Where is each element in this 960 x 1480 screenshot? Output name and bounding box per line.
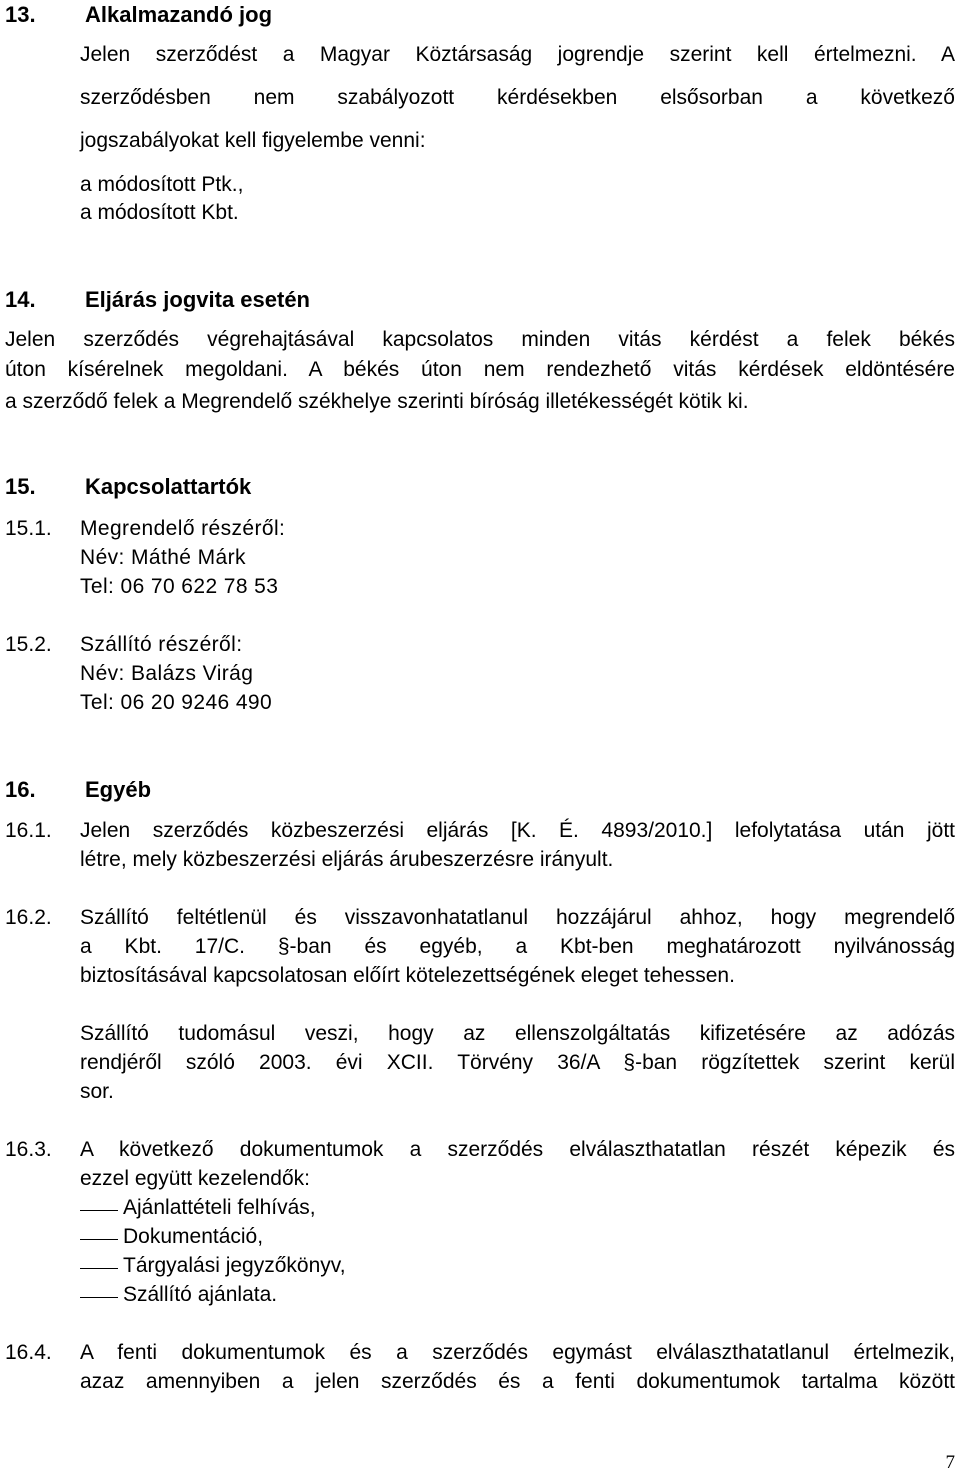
paragraph-line: jogszabályokat kell figyelembe venni:: [80, 129, 426, 152]
document-list-item: [0, 1280, 900, 1309]
section-title: Eljárás jogvita esetén: [85, 287, 310, 312]
subsection-number: 16.3.: [5, 1138, 52, 1161]
paragraph-line: a szerződő felek a Megrendelő székhelye szerinti bíróság illetékességét kötik ki.: [5, 390, 749, 413]
list-item-text: Dokumentáció,: [123, 1225, 264, 1248]
section-title: Alkalmazandó jog: [85, 2, 273, 27]
paragraph-line: Szállító feltétlenül és visszavonhatatlanul hozzájárul ahhoz, hogy megrendelő: [80, 906, 955, 929]
document-list-item: [0, 1193, 900, 1222]
paragraph-line: a Kbt. 17/C. §-ban és egyéb, a Kbt-ben meghatározott nyilvánosság: [80, 935, 955, 958]
subsection-number: 16.4.: [5, 1341, 52, 1364]
paragraph-line: A következő dokumentumok a szerződés elválaszthatatlan részét képezik és: [80, 1138, 955, 1161]
section-16-heading: [5, 775, 905, 804]
subsection-number: 16.2.: [5, 906, 52, 929]
section-15-heading: [5, 472, 905, 501]
contact-name: Név: Máthé Márk: [80, 546, 246, 569]
dash-bullet-icon: [80, 1268, 118, 1269]
subsection-number: 15.1.: [5, 517, 52, 540]
paragraph-line: létre, mely közbeszerzési eljárás árubeszerzésre irányult.: [80, 848, 614, 871]
section-title: Kapcsolattartók: [85, 474, 252, 499]
section-14-heading: [5, 285, 905, 314]
paragraph-line: szerződésben nem szabályozott kérdésekben elsősorban a következő: [80, 86, 955, 109]
section-title: Egyéb: [85, 777, 152, 802]
paragraph-line: sor.: [80, 1080, 114, 1103]
subsection-number: 16.1.: [5, 819, 52, 842]
paragraph-line: úton kísérelnek megoldani. A békés úton nem rendezhető vitás kérdések eldöntésére: [5, 358, 955, 381]
paragraph-line: azaz amennyiben a jelen szerződés és a fenti dokumentumok tartalma között: [80, 1370, 955, 1393]
paragraph-line: Jelen szerződés végrehajtásával kapcsolatos minden vitás kérdést a felek békés: [5, 328, 955, 351]
contact-phone: Tel: 06 20 9246 490: [80, 691, 273, 714]
dash-bullet-icon: [80, 1239, 118, 1240]
paragraph-line: ezzel együtt kezelendők:: [80, 1167, 310, 1190]
section-number: 16.: [5, 777, 36, 802]
paragraph-line: Szállító tudomásul veszi, hogy az ellenszolgáltatás kifizetésére az adózás: [80, 1022, 955, 1045]
contact-supplier: [5, 630, 905, 720]
subsection-number: 15.2.: [5, 633, 52, 656]
contact-label: Szállító részéről:: [80, 633, 243, 656]
contact-name: Név: Balázs Virág: [80, 662, 254, 685]
law-list-item: a módosított Kbt.: [80, 201, 239, 224]
paragraph-line: rendjéről szóló 2003. évi XCII. Törvény 36/A §-ban rögzítettek szerint kerül: [80, 1051, 955, 1074]
document-list-item: [0, 1222, 900, 1251]
section-13-paragraph: [80, 40, 955, 152]
section-13-heading: [5, 0, 905, 29]
page-number: 7: [945, 1452, 955, 1473]
contact-customer: [5, 514, 905, 604]
document-list-item: [0, 1251, 900, 1280]
dash-bullet-icon: [80, 1210, 118, 1211]
section-number: 13.: [5, 2, 36, 27]
paragraph-line: A fenti dokumentumok és a szerződés egymást elválaszthatatlanul értelmezik,: [80, 1341, 955, 1364]
list-item-text: Tárgyalási jegyzőkönyv,: [123, 1254, 346, 1277]
paragraph-line: Jelen szerződést a Magyar Köztársaság jogrendje szerint kell értelmezni. A: [80, 43, 955, 66]
paragraph-line: biztosításával kapcsolatosan előírt kötelezettségének eleget tehessen.: [80, 964, 735, 987]
paragraph-line: Jelen szerződés közbeszerzési eljárás [K. É. 4893/2010.] lefolytatása után jött: [80, 819, 955, 842]
list-item-text: Ajánlattételi felhívás,: [123, 1196, 316, 1219]
list-item-text: Szállító ajánlata.: [123, 1283, 278, 1306]
contact-label: Megrendelő részéről:: [80, 517, 286, 540]
document-list: [0, 1193, 900, 1309]
law-list-item: a módosított Ptk.,: [80, 173, 244, 196]
section-number: 14.: [5, 287, 36, 312]
section-number: 15.: [5, 474, 36, 499]
contact-phone: Tel: 06 70 622 78 53: [80, 575, 279, 598]
dash-bullet-icon: [80, 1297, 118, 1298]
